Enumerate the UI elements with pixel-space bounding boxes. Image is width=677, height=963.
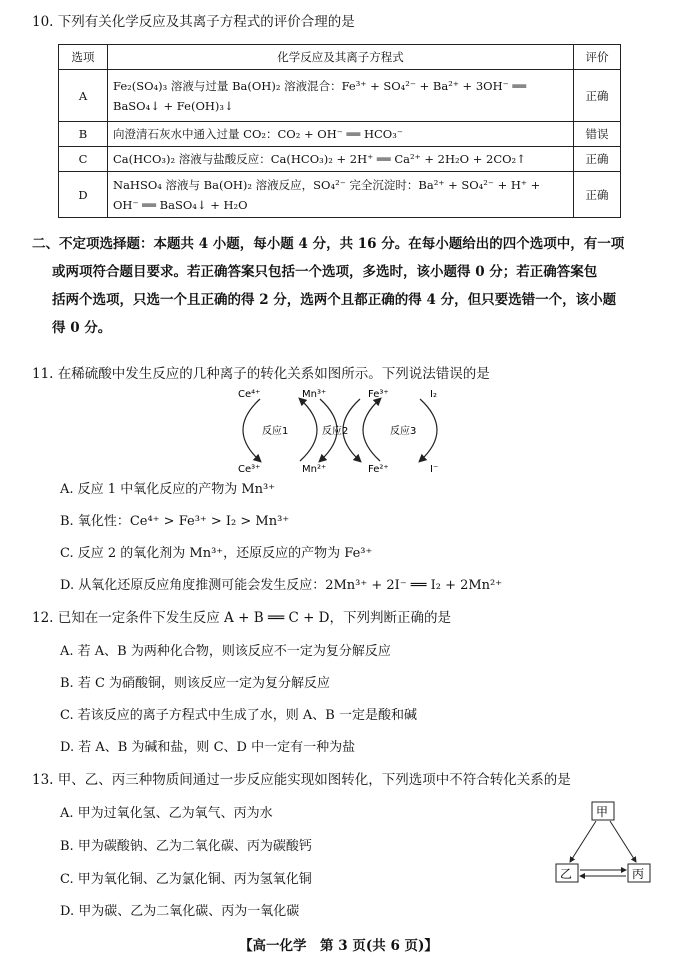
- label-jia: 甲: [596, 805, 609, 819]
- row-equation-line1: Fe₂(SO₄)₃ 溶液与过量 Ba(OH)₂ 溶液混合：Fe³⁺ + SO₄²⁻ + Ba²⁺ + 3OH⁻ ══: [113, 78, 527, 93]
- row-evaluation: 正确: [574, 70, 621, 122]
- question-12-title: 12. 已知在一定条件下发生反应 A + B ══ C + D，下列判断正确的是: [32, 610, 452, 626]
- section-2-line: 括两个选项，只选一个且正确的得 2 分，选两个且都正确的得 4 分，但只要选错一个，该小题: [52, 292, 617, 308]
- table-row: [59, 122, 621, 147]
- q11-option-b: B. 氧化性：Ce⁴⁺ > Fe³⁺ > I₂ > Mn³⁺: [60, 514, 290, 529]
- q11-option-d: D. 从氧化还原反应角度推测可能会发生反应：2Mn³⁺ + 2I⁻ ══ I₂ + 2Mn²⁺: [60, 578, 503, 593]
- row-equation-line2: BaSO₄↓ + Fe(OH)₃↓: [113, 98, 234, 113]
- q13-option-d: D. 甲为碳、乙为二氧化碳、丙为一氧化碳: [60, 904, 300, 919]
- q11-option-c: C. 反应 2 的氧化剂为 Mn³⁺，还原反应的产物为 Fe³⁺: [60, 546, 373, 561]
- triangle-conversion-diagram: [548, 800, 654, 886]
- label-fe3: Fe³⁺: [368, 389, 389, 400]
- section-2-line: 得 0 分。: [52, 320, 112, 336]
- q11-option-a: A. 反应 1 中氧化反应的产物为 Mn³⁺: [60, 482, 276, 497]
- evaluation-table: [58, 44, 621, 218]
- q12-option-a: A. 若 A、B 为两种化合物，则该反应不一定为复分解反应: [60, 644, 391, 659]
- row-evaluation: 错误: [574, 122, 621, 147]
- header-equation: 化学反应及其离子方程式: [108, 45, 574, 70]
- cycle-1-right-arc: [300, 399, 317, 461]
- label-mn3: Mn³⁺: [302, 389, 327, 400]
- row-equation: [108, 147, 574, 172]
- cycle-3-right-arc: [420, 399, 437, 461]
- row-key: D: [59, 172, 108, 218]
- label-yi: 乙: [560, 867, 573, 881]
- row-evaluation: 正确: [574, 147, 621, 172]
- row-equation-line1: 向澄清石灰水中通入过量 CO₂：CO₂ + OH⁻ ══ HCO₃⁻: [113, 127, 403, 141]
- section-2-line: 二、不定项选择题：本题共 4 小题，每小题 4 分，共 16 分。在每小题给出的四个选项中，有一项: [32, 236, 625, 252]
- label-ce3: Ce³⁺: [238, 464, 261, 475]
- page-footer: 【高一化学 第 3 页(共 6 页)】: [239, 938, 438, 954]
- q13-option-c: C. 甲为氧化铜、乙为氯化铜、丙为氢氧化铜: [60, 872, 312, 887]
- row-equation-line1: NaHSO₄ 溶液与 Ba(OH)₂ 溶液反应，SO₄²⁻ 完全沉淀时：Ba²⁺ + SO₄²⁻ + H⁺ +: [113, 177, 541, 192]
- cycle-1-left-arc: [243, 399, 260, 461]
- q13-option-a: A. 甲为过氧化氢、乙为氧气、丙为水: [60, 806, 273, 821]
- ion-conversion-diagram: [220, 385, 460, 475]
- arrow-jia-to-bing: [610, 821, 636, 862]
- label-reaction-3: 反应3: [390, 426, 417, 437]
- cycle-3-left-arc: [363, 399, 380, 461]
- question-10-title: 10. 下列有关化学反应及其离子方程式的评价合理的是: [32, 14, 355, 30]
- label-bing: 丙: [632, 867, 645, 881]
- row-key: C: [59, 147, 108, 172]
- section-2-line: 或两项符合题目要求。若正确答案只包括一个选项，多选时，该小题得 0 分；若正确答案包: [52, 264, 598, 280]
- row-equation: [108, 172, 574, 218]
- row-key: B: [59, 122, 108, 147]
- arrow-jia-to-yi: [570, 821, 596, 862]
- table-row: [59, 147, 621, 172]
- row-equation-line2: OH⁻ ══ BaSO₄↓ + H₂O: [113, 197, 248, 212]
- q12-option-d: D. 若 A、B 为碱和盐，则 C、D 中一定有一种为盐: [60, 740, 356, 755]
- section-2-instructions: [32, 230, 642, 342]
- question-13-title: 13. 甲、乙、丙三种物质间通过一步反应能实现如图转化，下列选项中不符合转化关系的是: [32, 772, 571, 788]
- label-i-minus: I⁻: [430, 464, 439, 475]
- q12-option-b: B. 若 C 为硝酸铜，则该反应一定为复分解反应: [60, 676, 331, 691]
- header-option: 选项: [59, 45, 108, 70]
- label-ce4: Ce⁴⁺: [238, 389, 261, 400]
- row-equation: [108, 70, 574, 122]
- label-reaction-2: 反应2: [322, 426, 349, 437]
- row-equation-line1: Ca(HCO₃)₂ 溶液与盐酸反应：Ca(HCO₃)₂ + 2H⁺ ══ Ca²⁺ + 2H₂O + 2CO₂↑: [113, 152, 526, 166]
- table-row: [59, 172, 621, 218]
- table-row: [59, 70, 621, 122]
- row-evaluation: 正确: [574, 172, 621, 218]
- question-11-title: 11. 在稀硫酸中发生反应的几种离子的转化关系如图所示。下列说法错误的是: [32, 366, 490, 382]
- row-key: A: [59, 70, 108, 122]
- q13-option-b: B. 甲为碳酸钠、乙为二氧化碳、丙为碳酸钙: [60, 839, 312, 854]
- q12-option-c: C. 若该反应的离子方程式中生成了水，则 A、B 一定是酸和碱: [60, 708, 417, 723]
- label-fe2: Fe²⁺: [368, 464, 389, 475]
- label-mn2: Mn²⁺: [302, 464, 327, 475]
- label-i2: I₂: [430, 389, 437, 400]
- table-header-row: [59, 45, 621, 70]
- header-evaluation: 评价: [574, 45, 621, 70]
- row-equation: [108, 122, 574, 147]
- label-reaction-1: 反应1: [262, 426, 289, 437]
